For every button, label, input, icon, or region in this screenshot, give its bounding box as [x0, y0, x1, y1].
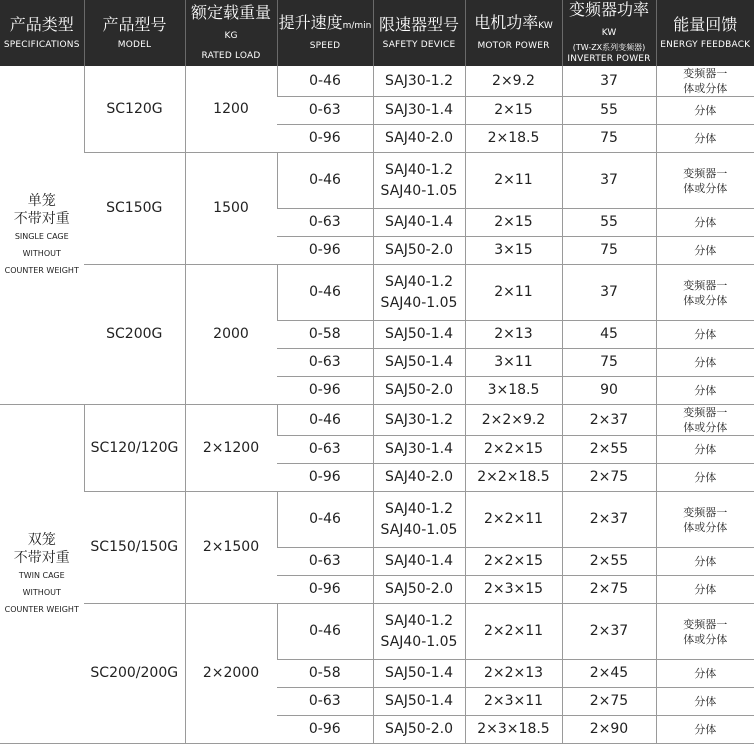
safety-device-line: SAJ40-1.2	[385, 612, 453, 629]
energy-feedback-cell	[656, 66, 754, 97]
inverter-power-cell: 75	[562, 125, 656, 153]
speed-cell: 0-63	[277, 209, 373, 237]
rated-load-cell: 2×1500	[185, 492, 277, 604]
energy-feedback-cell	[656, 97, 754, 125]
speed-cell: 0-46	[277, 153, 373, 209]
energy-feedback-line: 分体	[694, 356, 717, 369]
safety-device-line: SAJ40-1.05	[380, 182, 458, 199]
safety-device-cell	[373, 125, 465, 153]
motor-power-cell: 2×15	[465, 209, 562, 237]
safety-device-cell	[373, 492, 465, 548]
header-safety-device: 限速器型号 SAFETY DEVICE	[373, 0, 465, 66]
spec-type-en: WITHOUT	[22, 587, 61, 597]
model-cell: SC200/200G	[84, 604, 185, 744]
spec-type-cell	[0, 405, 84, 744]
header-rated-load: 额定载重量KG RATED LOAD	[185, 0, 277, 66]
safety-device-line: SAJ30-1.4	[385, 441, 453, 457]
motor-power-cell: 2×2×18.5	[465, 464, 562, 492]
table-row	[0, 405, 754, 436]
inverter-power-cell: 55	[562, 209, 656, 237]
motor-power-cell: 2×3×18.5	[465, 716, 562, 744]
inverter-power-cell: 2×75	[562, 688, 656, 716]
speed-cell: 0-96	[277, 237, 373, 265]
inverter-power-cell: 55	[562, 97, 656, 125]
speed-cell: 0-63	[277, 349, 373, 377]
safety-device-line: SAJ40-1.05	[380, 294, 458, 311]
safety-device-line: SAJ40-1.2	[385, 500, 453, 517]
safety-device-cell	[373, 548, 465, 576]
inverter-power-cell: 2×75	[562, 464, 656, 492]
speed-cell: 0-46	[277, 405, 373, 436]
motor-power-cell: 2×2×15	[465, 548, 562, 576]
inverter-power-cell: 75	[562, 349, 656, 377]
energy-feedback-cell	[656, 265, 754, 321]
safety-device-cell	[373, 660, 465, 688]
safety-device-line: SAJ50-1.4	[385, 693, 453, 709]
safety-device-line: SAJ50-2.0	[385, 242, 453, 258]
safety-device-line: SAJ30-1.2	[385, 72, 453, 89]
motor-power-cell: 2×11	[465, 153, 562, 209]
inverter-power-cell: 2×90	[562, 716, 656, 744]
safety-device-line: SAJ40-2.0	[385, 130, 453, 146]
inverter-power-cell: 2×37	[562, 405, 656, 436]
table-row	[0, 492, 754, 548]
group-twin-cage	[0, 405, 754, 744]
safety-device-cell	[373, 265, 465, 321]
header-model: 产品型号 MODEL	[84, 0, 185, 66]
motor-power-cell: 3×18.5	[465, 377, 562, 405]
energy-feedback-cell	[656, 321, 754, 349]
inverter-power-cell: 37	[562, 153, 656, 209]
energy-feedback-line: 分体	[694, 216, 717, 229]
motor-power-cell: 2×2×9.2	[465, 405, 562, 436]
header-inverter-power: 变频器功率KW (TW-ZX系列变频器) INVERTER POWER	[562, 0, 656, 66]
motor-power-cell: 2×2×15	[465, 436, 562, 464]
motor-power-cell: 2×11	[465, 265, 562, 321]
rated-load-cell: 2000	[185, 265, 277, 405]
model-cell: SC120/120G	[84, 405, 185, 492]
speed-cell: 0-46	[277, 265, 373, 321]
inverter-power-cell: 75	[562, 237, 656, 265]
energy-feedback-cell	[656, 688, 754, 716]
table-row	[0, 265, 754, 321]
safety-device-line: SAJ40-1.05	[380, 633, 458, 650]
table-row	[0, 66, 754, 97]
inverter-power-cell: 90	[562, 377, 656, 405]
speed-cell: 0-96	[277, 125, 373, 153]
energy-feedback-line: 分体	[694, 132, 717, 145]
motor-power-cell: 2×3×11	[465, 688, 562, 716]
inverter-power-cell: 37	[562, 265, 656, 321]
safety-device-cell	[373, 349, 465, 377]
speed-cell: 0-63	[277, 688, 373, 716]
energy-feedback-line: 体或分体	[683, 421, 728, 434]
energy-feedback-cell	[656, 349, 754, 377]
header-motor-power: 电机功率KW MOTOR POWER	[465, 0, 562, 66]
safety-device-cell	[373, 716, 465, 744]
spec-type-cn: 单笼	[27, 192, 56, 209]
energy-feedback-cell	[656, 576, 754, 604]
spec-type-en: COUNTER WEIGHT	[4, 604, 79, 614]
energy-feedback-cell	[656, 377, 754, 405]
header-specifications: 产品类型 SPECIFICATIONS	[0, 0, 84, 66]
energy-feedback-line: 分体	[694, 583, 717, 596]
spec-type-cn: 不带对重	[13, 210, 70, 227]
motor-power-cell: 2×9.2	[465, 66, 562, 97]
inverter-power-cell: 2×55	[562, 436, 656, 464]
energy-feedback-line: 分体	[694, 443, 717, 456]
energy-feedback-line: 体或分体	[683, 520, 728, 534]
motor-power-cell: 2×2×11	[465, 604, 562, 660]
energy-feedback-cell	[656, 209, 754, 237]
inverter-power-cell: 37	[562, 66, 656, 97]
spec-type-cn: 不带对重	[13, 549, 70, 566]
energy-feedback-line: 变频器一	[683, 166, 728, 180]
energy-feedback-line: 分体	[694, 471, 717, 484]
speed-cell: 0-96	[277, 576, 373, 604]
motor-power-cell: 2×18.5	[465, 125, 562, 153]
energy-feedback-line: 变频器一	[683, 278, 728, 292]
energy-feedback-cell	[656, 237, 754, 265]
energy-feedback-line: 变频器一	[683, 617, 728, 631]
energy-feedback-line: 分体	[694, 328, 717, 341]
energy-feedback-line: 分体	[694, 104, 717, 117]
energy-feedback-line: 体或分体	[683, 293, 728, 307]
speed-cell: 0-96	[277, 464, 373, 492]
rated-load-cell: 1500	[185, 153, 277, 265]
safety-device-cell	[373, 405, 465, 436]
rated-load-cell: 1200	[185, 66, 277, 153]
energy-feedback-cell	[656, 492, 754, 548]
inverter-power-cell: 45	[562, 321, 656, 349]
safety-device-cell	[373, 576, 465, 604]
energy-feedback-line: 变频器一	[683, 406, 728, 419]
spec-type-en: TWIN CAGE	[18, 570, 65, 580]
speed-cell: 0-63	[277, 436, 373, 464]
header-row	[0, 0, 754, 66]
energy-feedback-line: 分体	[694, 723, 717, 736]
speed-cell: 0-63	[277, 548, 373, 576]
safety-device-cell	[373, 66, 465, 97]
safety-device-line: SAJ50-2.0	[385, 382, 453, 398]
energy-feedback-cell	[656, 405, 754, 436]
motor-power-cell: 2×2×11	[465, 492, 562, 548]
energy-feedback-line: 分体	[694, 695, 717, 708]
safety-device-line: SAJ30-1.4	[385, 102, 453, 118]
safety-device-cell	[373, 436, 465, 464]
motor-power-cell: 3×15	[465, 237, 562, 265]
spec-type-cell	[0, 66, 84, 405]
model-cell: SC120G	[84, 66, 185, 153]
energy-feedback-cell	[656, 125, 754, 153]
rated-load-cell: 2×1200	[185, 405, 277, 492]
safety-device-cell	[373, 209, 465, 237]
safety-device-line: SAJ50-1.4	[385, 665, 453, 681]
group-single-cage	[0, 66, 754, 405]
speed-cell: 0-96	[277, 716, 373, 744]
inverter-power-cell: 2×55	[562, 548, 656, 576]
motor-power-cell: 2×13	[465, 321, 562, 349]
energy-feedback-line: 变频器一	[683, 505, 728, 519]
safety-device-cell	[373, 464, 465, 492]
safety-device-line: SAJ50-1.4	[385, 354, 453, 370]
spec-type-en: COUNTER WEIGHT	[4, 265, 79, 275]
safety-device-line: SAJ40-1.4	[385, 553, 453, 569]
safety-device-line: SAJ40-1.4	[385, 214, 453, 230]
header-energy-feedback: 能量回馈 ENERGY FEEDBACK	[656, 0, 754, 66]
speed-cell: 0-63	[277, 97, 373, 125]
model-cell: SC150/150G	[84, 492, 185, 604]
safety-device-cell	[373, 377, 465, 405]
energy-feedback-cell	[656, 153, 754, 209]
safety-device-cell	[373, 321, 465, 349]
energy-feedback-line: 体或分体	[683, 82, 728, 95]
model-cell: SC150G	[84, 153, 185, 265]
speed-cell: 0-46	[277, 492, 373, 548]
spec-type-cn: 双笼	[27, 531, 56, 548]
safety-device-cell	[373, 688, 465, 716]
energy-feedback-cell	[656, 604, 754, 660]
safety-device-cell	[373, 97, 465, 125]
safety-device-line: SAJ50-2.0	[385, 581, 453, 597]
inverter-power-cell: 2×45	[562, 660, 656, 688]
safety-device-line: SAJ50-2.0	[385, 721, 453, 737]
table-row	[0, 604, 754, 660]
energy-feedback-cell	[656, 436, 754, 464]
energy-feedback-cell	[656, 464, 754, 492]
spec-type-en: WITHOUT	[22, 248, 61, 258]
energy-feedback-cell	[656, 660, 754, 688]
energy-feedback-line: 分体	[694, 555, 717, 568]
motor-power-cell: 2×15	[465, 97, 562, 125]
safety-device-line: SAJ40-1.05	[380, 521, 458, 538]
motor-power-cell: 3×11	[465, 349, 562, 377]
energy-feedback-line: 分体	[694, 244, 717, 257]
energy-feedback-line: 分体	[694, 384, 717, 397]
inverter-power-cell: 2×75	[562, 576, 656, 604]
model-cell: SC200G	[84, 265, 185, 405]
safety-device-cell	[373, 604, 465, 660]
speed-cell: 0-58	[277, 660, 373, 688]
safety-device-line: SAJ40-1.2	[385, 161, 453, 178]
speed-cell: 0-96	[277, 377, 373, 405]
header-speed: 提升速度m/min SPEED	[277, 0, 373, 66]
energy-feedback-cell	[656, 548, 754, 576]
safety-device-line: SAJ30-1.2	[385, 411, 453, 428]
safety-device-line: SAJ50-1.4	[385, 326, 453, 342]
energy-feedback-line: 分体	[694, 667, 717, 680]
safety-device-line: SAJ40-2.0	[385, 469, 453, 485]
rated-load-cell: 2×2000	[185, 604, 277, 744]
energy-feedback-line: 体或分体	[683, 632, 728, 646]
safety-device-line: SAJ40-1.2	[385, 273, 453, 290]
speed-cell: 0-58	[277, 321, 373, 349]
energy-feedback-line: 体或分体	[683, 181, 728, 195]
energy-feedback-line: 变频器一	[683, 67, 728, 80]
inverter-power-cell: 2×37	[562, 604, 656, 660]
motor-power-cell: 2×2×13	[465, 660, 562, 688]
table-row	[0, 153, 754, 209]
spec-type-en: SINGLE CAGE	[14, 231, 69, 241]
speed-cell: 0-46	[277, 66, 373, 97]
motor-power-cell: 2×3×15	[465, 576, 562, 604]
safety-device-cell	[373, 237, 465, 265]
inverter-power-cell: 2×37	[562, 492, 656, 548]
speed-cell: 0-46	[277, 604, 373, 660]
safety-device-cell	[373, 153, 465, 209]
energy-feedback-cell	[656, 716, 754, 744]
